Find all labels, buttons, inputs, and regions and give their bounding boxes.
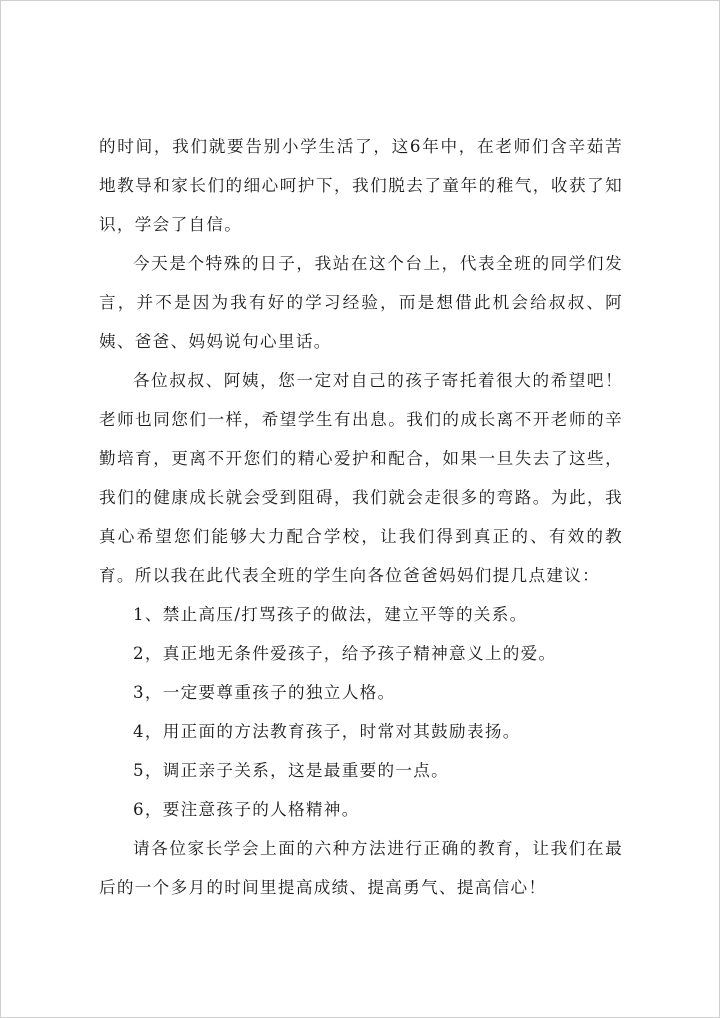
paragraph-purpose: 今天是个特殊的日子，我站在这个台上，代表全班的同学们发言，并不是因为我有好的学习经验，而是想借此机会给叔叔、阿姨、爸爸、妈妈说句心里话。 <box>99 254 623 351</box>
suggestion-item-2: 2，真正地无条件爱孩子，给予孩子精神意义上的爱。 <box>133 644 557 663</box>
suggestion-item-4: 4，用正面的方法教育孩子，时常对其鼓励表扬。 <box>133 722 521 741</box>
document-body <box>99 127 623 907</box>
suggestion-item-6: 6，要注意孩子的人格精神。 <box>133 800 360 819</box>
paragraph-opening: 的时间，我们就要告别小学生活了，这6年中，在老师们含辛茹苦地教导和家长们的细心呵护下，我们脱去了童年的稚气，收获了知识，学会了自信。 <box>99 137 623 234</box>
suggestion-item-5: 5，调正亲子关系，这是最重要的一点。 <box>133 761 450 780</box>
suggestion-item-3: 3，一定要尊重孩子的独立人格。 <box>133 683 396 702</box>
suggestion-item-1: 1、禁止高压/打骂孩子的做法，建立平等的关系。 <box>133 605 528 624</box>
paragraph-appeal: 各位叔叔、阿姨，您一定对自己的孩子寄托着很大的希望吧！老师也同您们一样，希望学生有出息。我们的成长离不开老师的辛勤培育，更离不开您们的精心爱护和配合，如果一旦失去了这些，我们的健康成长就会受到阻碍，我们就会走很多的弯路。为此，我真心希望您们能够大力配合学校，让我们得到真正的、有效的教育。所以我在此代表全班的学生向各位爸爸妈妈们提几点建议： <box>99 371 623 585</box>
paragraph-closing: 请各位家长学会上面的六种方法进行正确的教育，让我们在最后的一个多月的时间里提高成绩、提高勇气、提高信心！ <box>99 839 623 897</box>
